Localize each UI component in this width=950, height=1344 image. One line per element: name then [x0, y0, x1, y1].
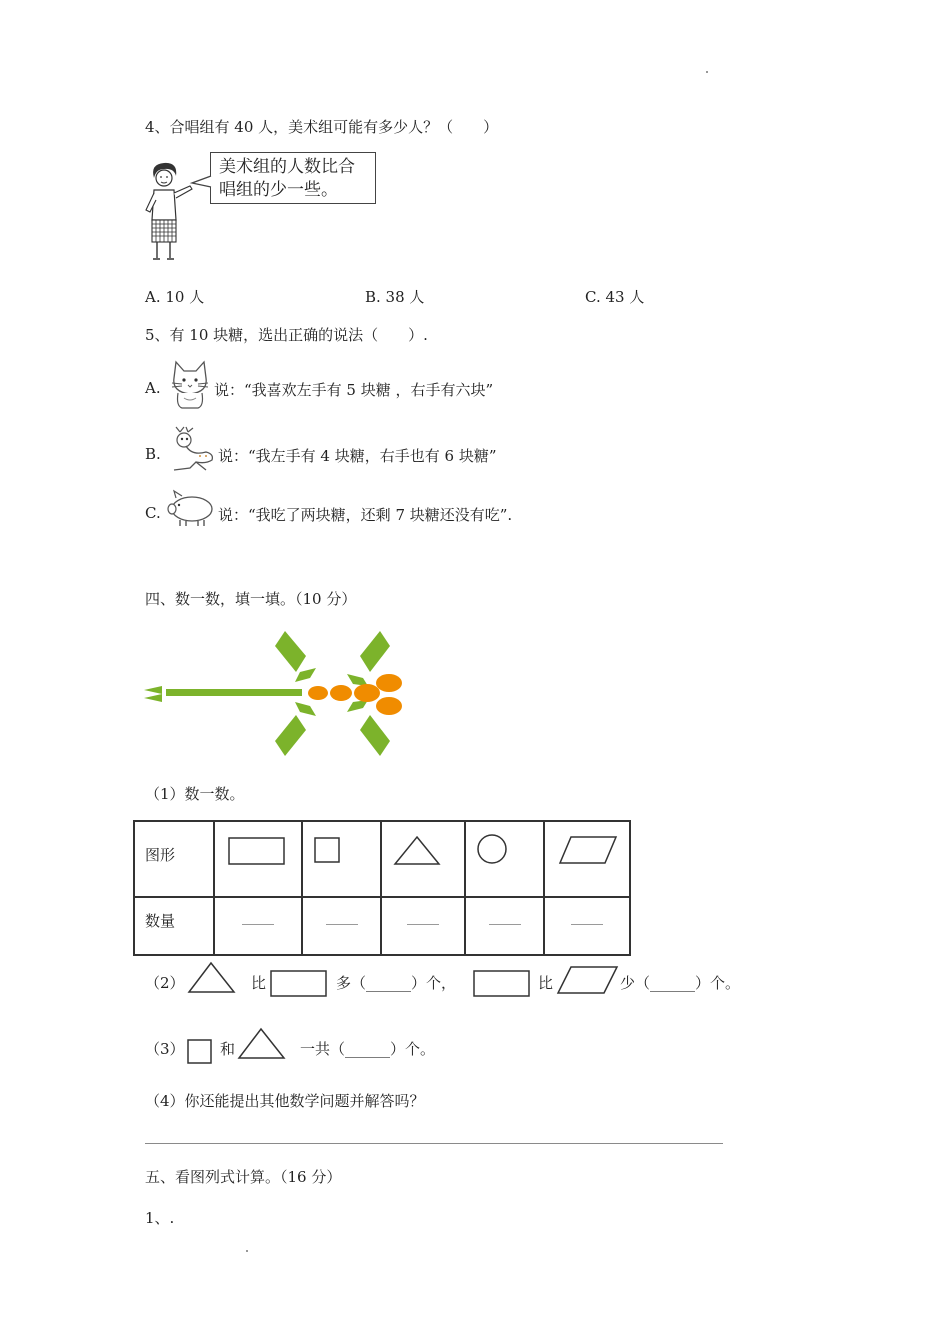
section5-item1: 1、.: [145, 1209, 175, 1227]
speech-bubble: [210, 152, 376, 204]
count-blank-rectangle[interactable]: [242, 924, 274, 925]
corner-dot-bottom: [246, 1250, 248, 1252]
triangle-icon: [188, 961, 236, 995]
square-icon: [314, 837, 342, 865]
q5-c-text: 说：“我吃了两块糖，还剩 7 块糖还没有吃”.: [218, 506, 513, 524]
sub3-he: 和: [220, 1040, 236, 1058]
triangle-icon: [238, 1027, 286, 1061]
q5-b-text: 说：“我左手有 4 块糖，右手也有 6 块糖”: [218, 447, 497, 465]
q5-c-label: C.: [145, 504, 161, 522]
q5-a-text: 说：“我喜欢左手有 5 块糖 ，右手有六块”: [214, 381, 494, 399]
sub2-shao-blank[interactable]: 少（______）个。: [620, 974, 741, 992]
bubble-line-1: 美术组的人数比合: [219, 157, 355, 177]
sub3-label: （3）: [145, 1040, 185, 1058]
shape-dragonfly-figure: [140, 626, 410, 762]
orange-circle-5: [376, 697, 402, 715]
corner-dot-top: [706, 71, 708, 73]
orange-circle-4: [376, 674, 402, 692]
q4-option-c: C. 43 人: [585, 288, 645, 306]
triangle-icon: [394, 835, 442, 867]
circle-icon: [477, 834, 511, 868]
deer-icon: [166, 426, 216, 472]
wing-upper-right: [360, 631, 390, 672]
q5-b-label: B.: [145, 445, 161, 463]
sub2-bi: 比: [251, 974, 267, 992]
rectangle-icon: [228, 837, 286, 867]
wing-upper-left-small: [295, 668, 316, 682]
body-rectangle: [166, 689, 302, 696]
section4-title: 四、数一数，填一填。（10 分）: [145, 590, 357, 608]
wing-lower-right: [360, 715, 390, 756]
q5-a-label: A.: [145, 379, 161, 397]
count-blank-circle[interactable]: [489, 924, 521, 925]
rectangle-icon: [270, 970, 328, 998]
sub2-duo-blank[interactable]: 多（______）个，: [336, 974, 457, 992]
q4-option-a: A. 10 人: [145, 288, 205, 306]
count-blank-triangle[interactable]: [407, 924, 439, 925]
q5-stem: 5、有 10 块糖，选出正确的说法（ ）.: [145, 326, 428, 344]
sub2-label: （2）: [145, 974, 185, 992]
tail-left-triangle: [144, 686, 162, 694]
orange-circle-1: [308, 686, 328, 700]
section4-sub1: （1）数一数。: [145, 785, 245, 803]
rectangle-icon: [473, 970, 531, 998]
q4-stem: 4、合唱组有 40 人，美术组可能有多少人？（ ）: [145, 118, 499, 136]
parallelogram-icon: [559, 836, 619, 866]
answer-line[interactable]: [145, 1143, 723, 1144]
tail-left-triangle-2: [144, 694, 162, 702]
section5-title: 五、看图列式计算。（16 分）: [145, 1168, 342, 1186]
wing-lower-left-small: [295, 702, 316, 716]
bubble-pointer: [190, 175, 212, 189]
sub2-bi-2: 比: [538, 974, 554, 992]
count-blank-parallelogram[interactable]: [571, 924, 603, 925]
row-label-count: 数量: [145, 912, 176, 930]
sub4-question: （4）你还能提出其他数学问题并解答吗？: [145, 1092, 425, 1110]
parallelogram-icon: [557, 966, 619, 996]
wing-lower-left: [275, 715, 306, 756]
bubble-line-2: 唱组的少一些。: [219, 180, 338, 200]
sub3-total-blank[interactable]: 一共（______）个。: [300, 1040, 436, 1058]
count-table: [133, 820, 631, 956]
count-blank-square[interactable]: [326, 924, 358, 925]
row-label-shape: 图形: [145, 846, 176, 864]
orange-circle-3: [354, 684, 380, 702]
orange-circle-2: [330, 685, 352, 701]
cat-icon: [168, 358, 212, 410]
wing-upper-left: [275, 631, 306, 672]
pig-icon: [166, 490, 216, 528]
square-icon: [187, 1039, 213, 1065]
q4-option-b: B. 38 人: [365, 288, 425, 306]
